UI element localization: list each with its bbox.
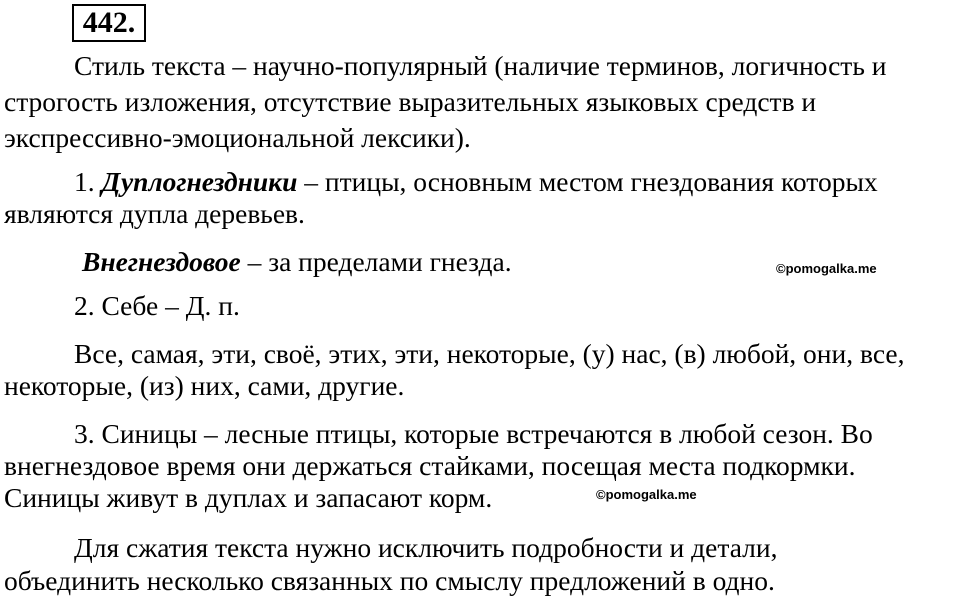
compression-line-2: объединить несколько связанных по смыслу предложений в одно.	[4, 565, 775, 596]
item1b-line	[82, 246, 512, 278]
exercise-number-box: 442.	[72, 4, 146, 42]
item1b-definition: – за пределами гнезда.	[240, 246, 512, 277]
item2-line: 2. Себе – Д. п.	[74, 290, 240, 321]
item1-line-1	[74, 166, 878, 198]
watermark-1: ©pomogalka.me	[776, 261, 877, 276]
item3-line-3: Синицы живут в дуплах и запасают корм.	[4, 482, 493, 513]
watermark-2: ©pomogalka.me	[596, 487, 697, 502]
item3-line-1: 3. Синицы – лесные птицы, которые встречаются в любой сезон. Во	[74, 418, 873, 449]
item1-term: Дуплогнездники	[101, 166, 298, 197]
style-line-3: экспрессивно-эмоциональной лексики).	[4, 122, 471, 153]
item3-line-2: внегнездовое время они держаться стайками, посещая места подкормки.	[4, 450, 856, 481]
item1-line-2: являются дупла деревьев.	[4, 198, 305, 229]
pronouns-line-2: некоторые, (из) них, сами, другие.	[4, 370, 405, 401]
item1-definition: – птицы, основным местом гнездования которых	[297, 166, 878, 197]
pronouns-line-1: Все, самая, эти, своё, этих, эти, некоторые, (у) нас, (в) любой, они, все,	[74, 338, 905, 369]
item1b-term: Внегнездовое	[82, 246, 241, 277]
item1-prefix: 1.	[74, 166, 102, 197]
style-line-1: Стиль текста – научно-популярный (наличие терминов, логичность и	[74, 50, 887, 81]
compression-line-1: Для сжатия текста нужно исключить подробности и детали,	[74, 532, 778, 563]
style-line-2: строгость изложения, отсутствие выразительных языковых средств и	[4, 86, 817, 117]
